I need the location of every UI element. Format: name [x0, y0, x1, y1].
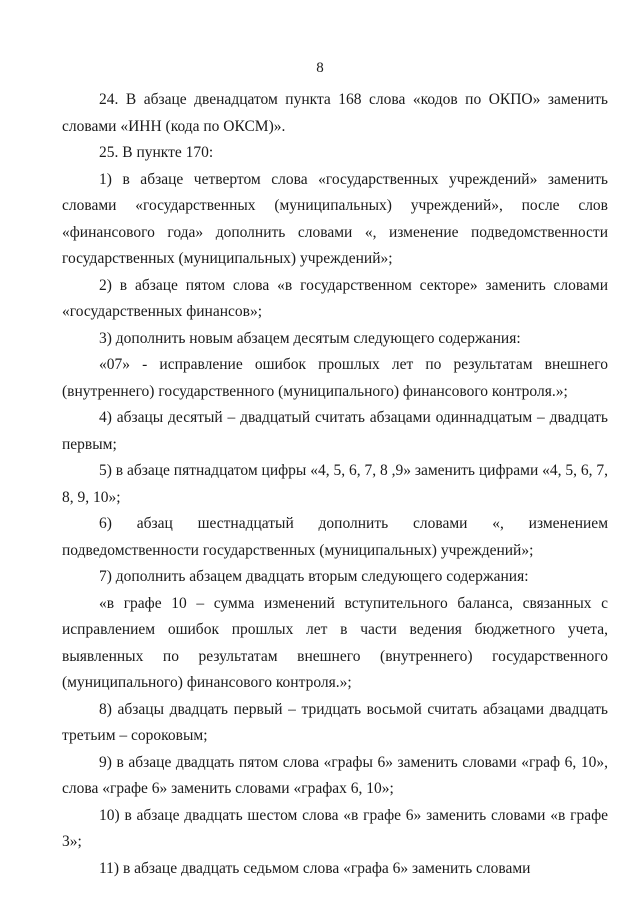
paragraph-25: 25. В пункте 170: — [99, 144, 214, 161]
document-body — [62, 87, 608, 882]
paragraph-25-item-1: 1) в абзаце четвертом слова «государственных учреждений» заменить словами «государственных (муниципальных) учреждений», после слов «финансового года» дополнить словами «, изменение подведомственности государственных (муниципальных) учреждений»; — [62, 170, 608, 267]
paragraph-25-item-6: 6) абзац шестнадцатый дополнить словами «, изменением подведомственности государственных (муниципальных) учреждений»; — [62, 515, 608, 559]
paragraph-25-item-8: 8) абзацы двадцать первый – тридцать восьмой считать абзацами двадцать третьим – сороковым; — [62, 700, 608, 744]
paragraph-25-item-7: 7) дополнить абзацем двадцать вторым следующего содержания: — [99, 568, 529, 585]
paragraph-25-item-5: 5) в абзаце пятнадцатом цифры «4, 5, 6, 7, 8 ,9» заменить цифрами «4, 5, 6, 7, 8, 9, 10»; — [62, 462, 608, 506]
paragraph-25-item-2: 2) в абзаце пятом слова «в государственном секторе» заменить словами «государственных финансов»; — [62, 276, 608, 320]
page-number: 8 — [316, 60, 324, 76]
paragraph-25-item-4: 4) абзацы десятый – двадцатый считать абзацами одиннадцатым – двадцать первым; — [62, 409, 608, 453]
paragraph-quoted-column-10: «в графе 10 – сумма изменений вступительного баланса, связанных с исправлением ошибок прошлых лет в части ведения бюджетного учета, выявленных по результатам внешнего (внутреннего) государственного (муниципального) финансового контроля.»; — [62, 594, 608, 691]
paragraph-25-item-10: 10) в абзаце двадцать шестом слова «в графе 6» заменить словами «в графе 3»; — [62, 806, 608, 850]
paragraph-25-item-11: 11) в абзаце двадцать седьмом слова «графа 6» заменить словами — [99, 859, 531, 877]
paragraph-quoted-07: «07» - исправление ошибок прошлых лет по результатам внешнего (внутреннего) государственного (муниципального) финансового контроля.»; — [62, 356, 608, 400]
paragraph-24: 24. В абзаце двенадцатом пункта 168 слова «кодов по ОКПО» заменить словами «ИНН (кода по ОКСМ)». — [62, 91, 608, 135]
paragraph-25-item-9: 9) в абзаце двадцать пятом слова «графы 6» заменить словами «граф 6, 10», слова «графе 6» заменить словами «графах 6, 10»; — [62, 753, 608, 797]
paragraph-25-item-3: 3) дополнить новым абзацем десятым следующего содержания: — [99, 329, 521, 347]
